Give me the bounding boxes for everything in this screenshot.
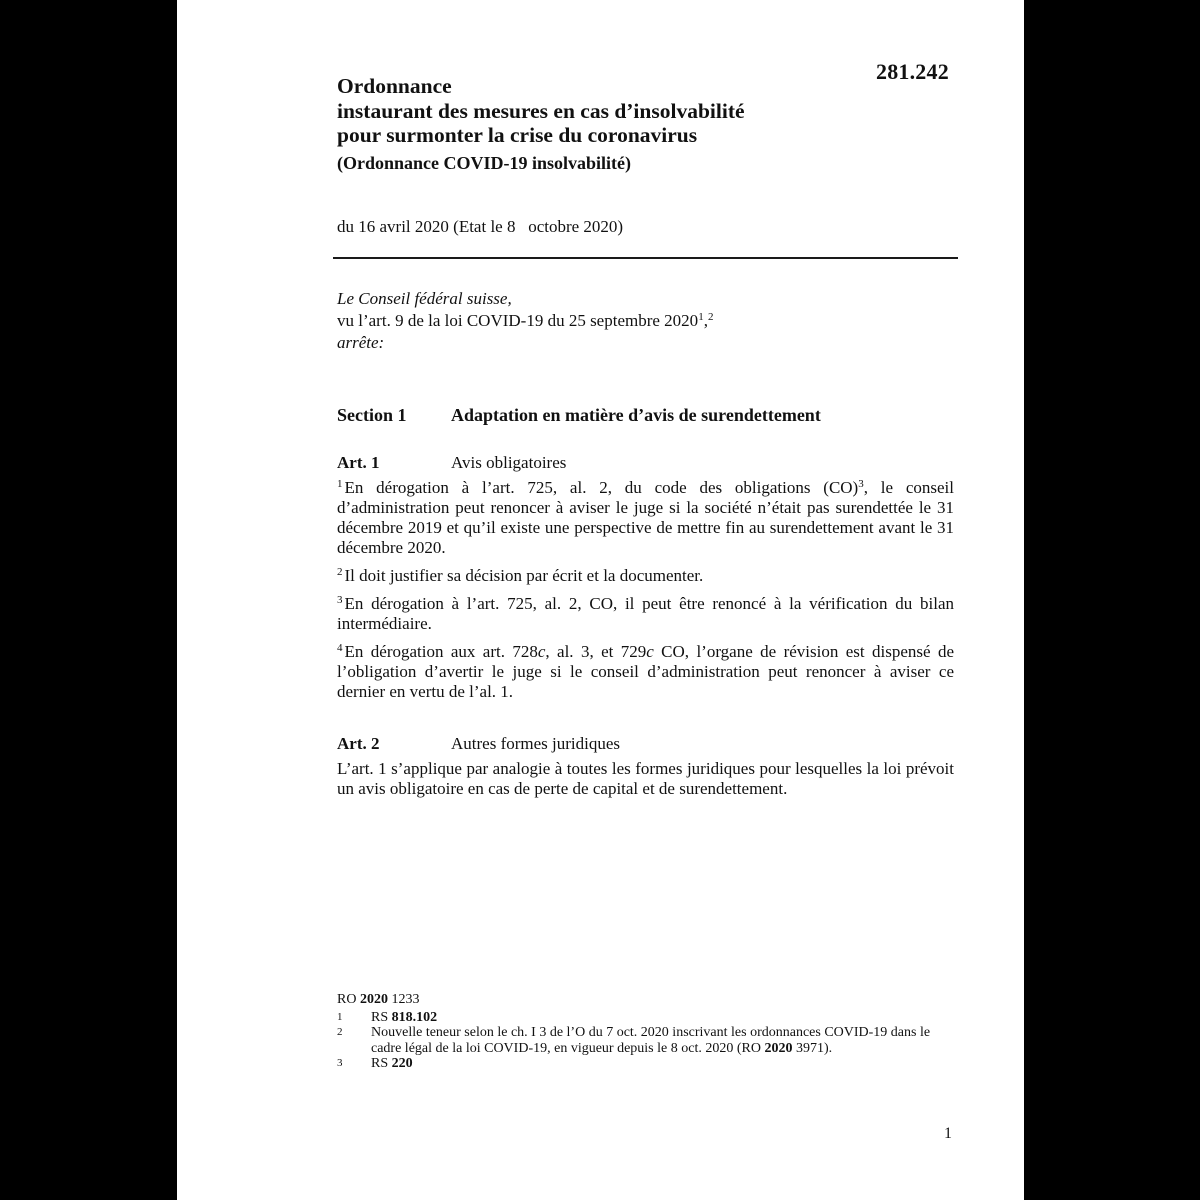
footnote-bold: 818.102 — [391, 1009, 438, 1025]
paragraph-text: En dérogation à l’art. 725, al. 2, du code des obligations (CO) — [344, 478, 859, 497]
article-1-paragraph-3 — [337, 594, 954, 634]
footnote-suffix: 3971). — [792, 1040, 833, 1056]
horizontal-rule — [333, 257, 958, 259]
sr-number: 281.242 — [876, 59, 949, 84]
ro-reference — [337, 992, 937, 1008]
footnote-bold: 220 — [391, 1056, 413, 1071]
footnote-number: 1 — [337, 1010, 343, 1023]
footnote-ref-separator: , — [703, 311, 708, 330]
alinea-number: 2 — [337, 566, 343, 578]
page-number: 1 — [944, 1125, 952, 1142]
article-title: Avis obligatoires — [451, 453, 567, 472]
article-1-paragraph-4 — [337, 642, 954, 702]
footnote-text — [371, 1025, 937, 1056]
preamble-decree: arrête: — [337, 333, 385, 352]
footnote-text — [371, 1056, 937, 1072]
preamble-authority: Le Conseil fédéral suisse, — [337, 289, 512, 308]
footnote-ref-2[interactable]: 2 — [707, 311, 714, 323]
article-heading — [337, 733, 954, 755]
article-2 — [337, 733, 954, 807]
section-title: Adaptation en matière d’avis de surendettement — [451, 405, 821, 425]
article-1-paragraph-2 — [337, 566, 954, 586]
preamble-basis — [337, 310, 713, 332]
preamble-basis-text: vu l’art. 9 de la loi COVID-19 du 25 septembre 2020 — [337, 311, 699, 330]
footnote-number: 3 — [337, 1057, 343, 1069]
footnote-body: Nouvelle teneur selon le ch. I 3 de l’O du 7 oct. 2020 inscrivant les ordonnances COVID-19 dans le cadre légal de la loi COVID-19, en vigueur depuis le 8 oct. 2020 (RO — [371, 1025, 931, 1056]
title-line-2: instaurant des mesures en cas d’insolvabilité — [337, 98, 745, 123]
date-line: du 16 avril 2020 (Etat le 8 octobre 2020) — [337, 217, 624, 236]
title-block — [337, 74, 897, 174]
alinea-number: 3 — [337, 594, 343, 606]
paragraph-text: En dérogation à l’art. 725, al. 2, CO, il peut être renoncé à la vérification du bilan intermédiaire. — [337, 594, 954, 633]
article-number: Art. 1 — [337, 453, 380, 472]
alinea-number: 1 — [337, 478, 343, 490]
title-line-3: pour surmonter la crise du coronavirus — [337, 123, 698, 147]
alinea-number: 4 — [337, 642, 343, 654]
paragraph-text: , le conseil d’administration peut renoncer à aviser le juge si la société n’était pas surendettée le 31 décembre 2019 et qu’il existe une perspective de mettre fin au surendettement avant le 31 décembre 2020. — [337, 478, 954, 557]
section-number: Section 1 — [337, 405, 407, 425]
footnote-number: 2 — [337, 1026, 343, 1038]
footnote-ref-3[interactable]: 3 — [858, 478, 864, 490]
article-1-paragraph-1 — [337, 478, 954, 558]
paragraph-text: En dérogation aux art. 728 — [344, 642, 538, 661]
paragraph-text: L’art. 1 s’applique par analogie à toutes les formes juridiques pour lesquelles la loi prévoit un avis obligatoire en cas de perte de capital et de surendettement. — [337, 759, 954, 798]
footnote-prefix: RS — [371, 1009, 392, 1025]
ro-page: 1233 — [387, 992, 420, 1007]
paragraph-text: CO, l’organe de révision est dispensé de l’obligation d’avertir le juge si le conseil d’administration peut renoncer à aviser ce dernier en vertu de l’al. 1. — [337, 642, 954, 701]
article-heading — [337, 452, 954, 474]
footnotes — [337, 992, 937, 1072]
article-1 — [337, 452, 954, 710]
footnote-3 — [337, 1056, 937, 1072]
article-title: Autres formes juridiques — [451, 734, 621, 753]
paragraph-text: Il doit justifier sa décision par écrit et la documenter. — [344, 566, 704, 585]
preamble — [337, 288, 713, 354]
short-title: (Ordonnance COVID-19 insolvabilité) — [337, 152, 632, 173]
footnote-1 — [337, 1010, 937, 1026]
footnote-text — [371, 1010, 937, 1026]
italic-letter: c — [646, 642, 654, 661]
italic-letter: c — [537, 642, 546, 661]
title-line-1: Ordonnance — [337, 74, 452, 98]
section-heading — [337, 403, 821, 427]
article-number: Art. 2 — [337, 734, 380, 753]
article-2-paragraph-1 — [337, 759, 954, 799]
footnote-prefix: RS — [371, 1056, 392, 1071]
footnote-ref-1[interactable]: 1 — [698, 311, 704, 323]
footnote-bold: 2020 — [764, 1040, 793, 1056]
ro-prefix: RO — [337, 992, 360, 1007]
ro-year: 2020 — [359, 992, 388, 1007]
paragraph-text: , al. 3, et 729 — [545, 642, 647, 661]
footnote-2 — [337, 1025, 937, 1056]
